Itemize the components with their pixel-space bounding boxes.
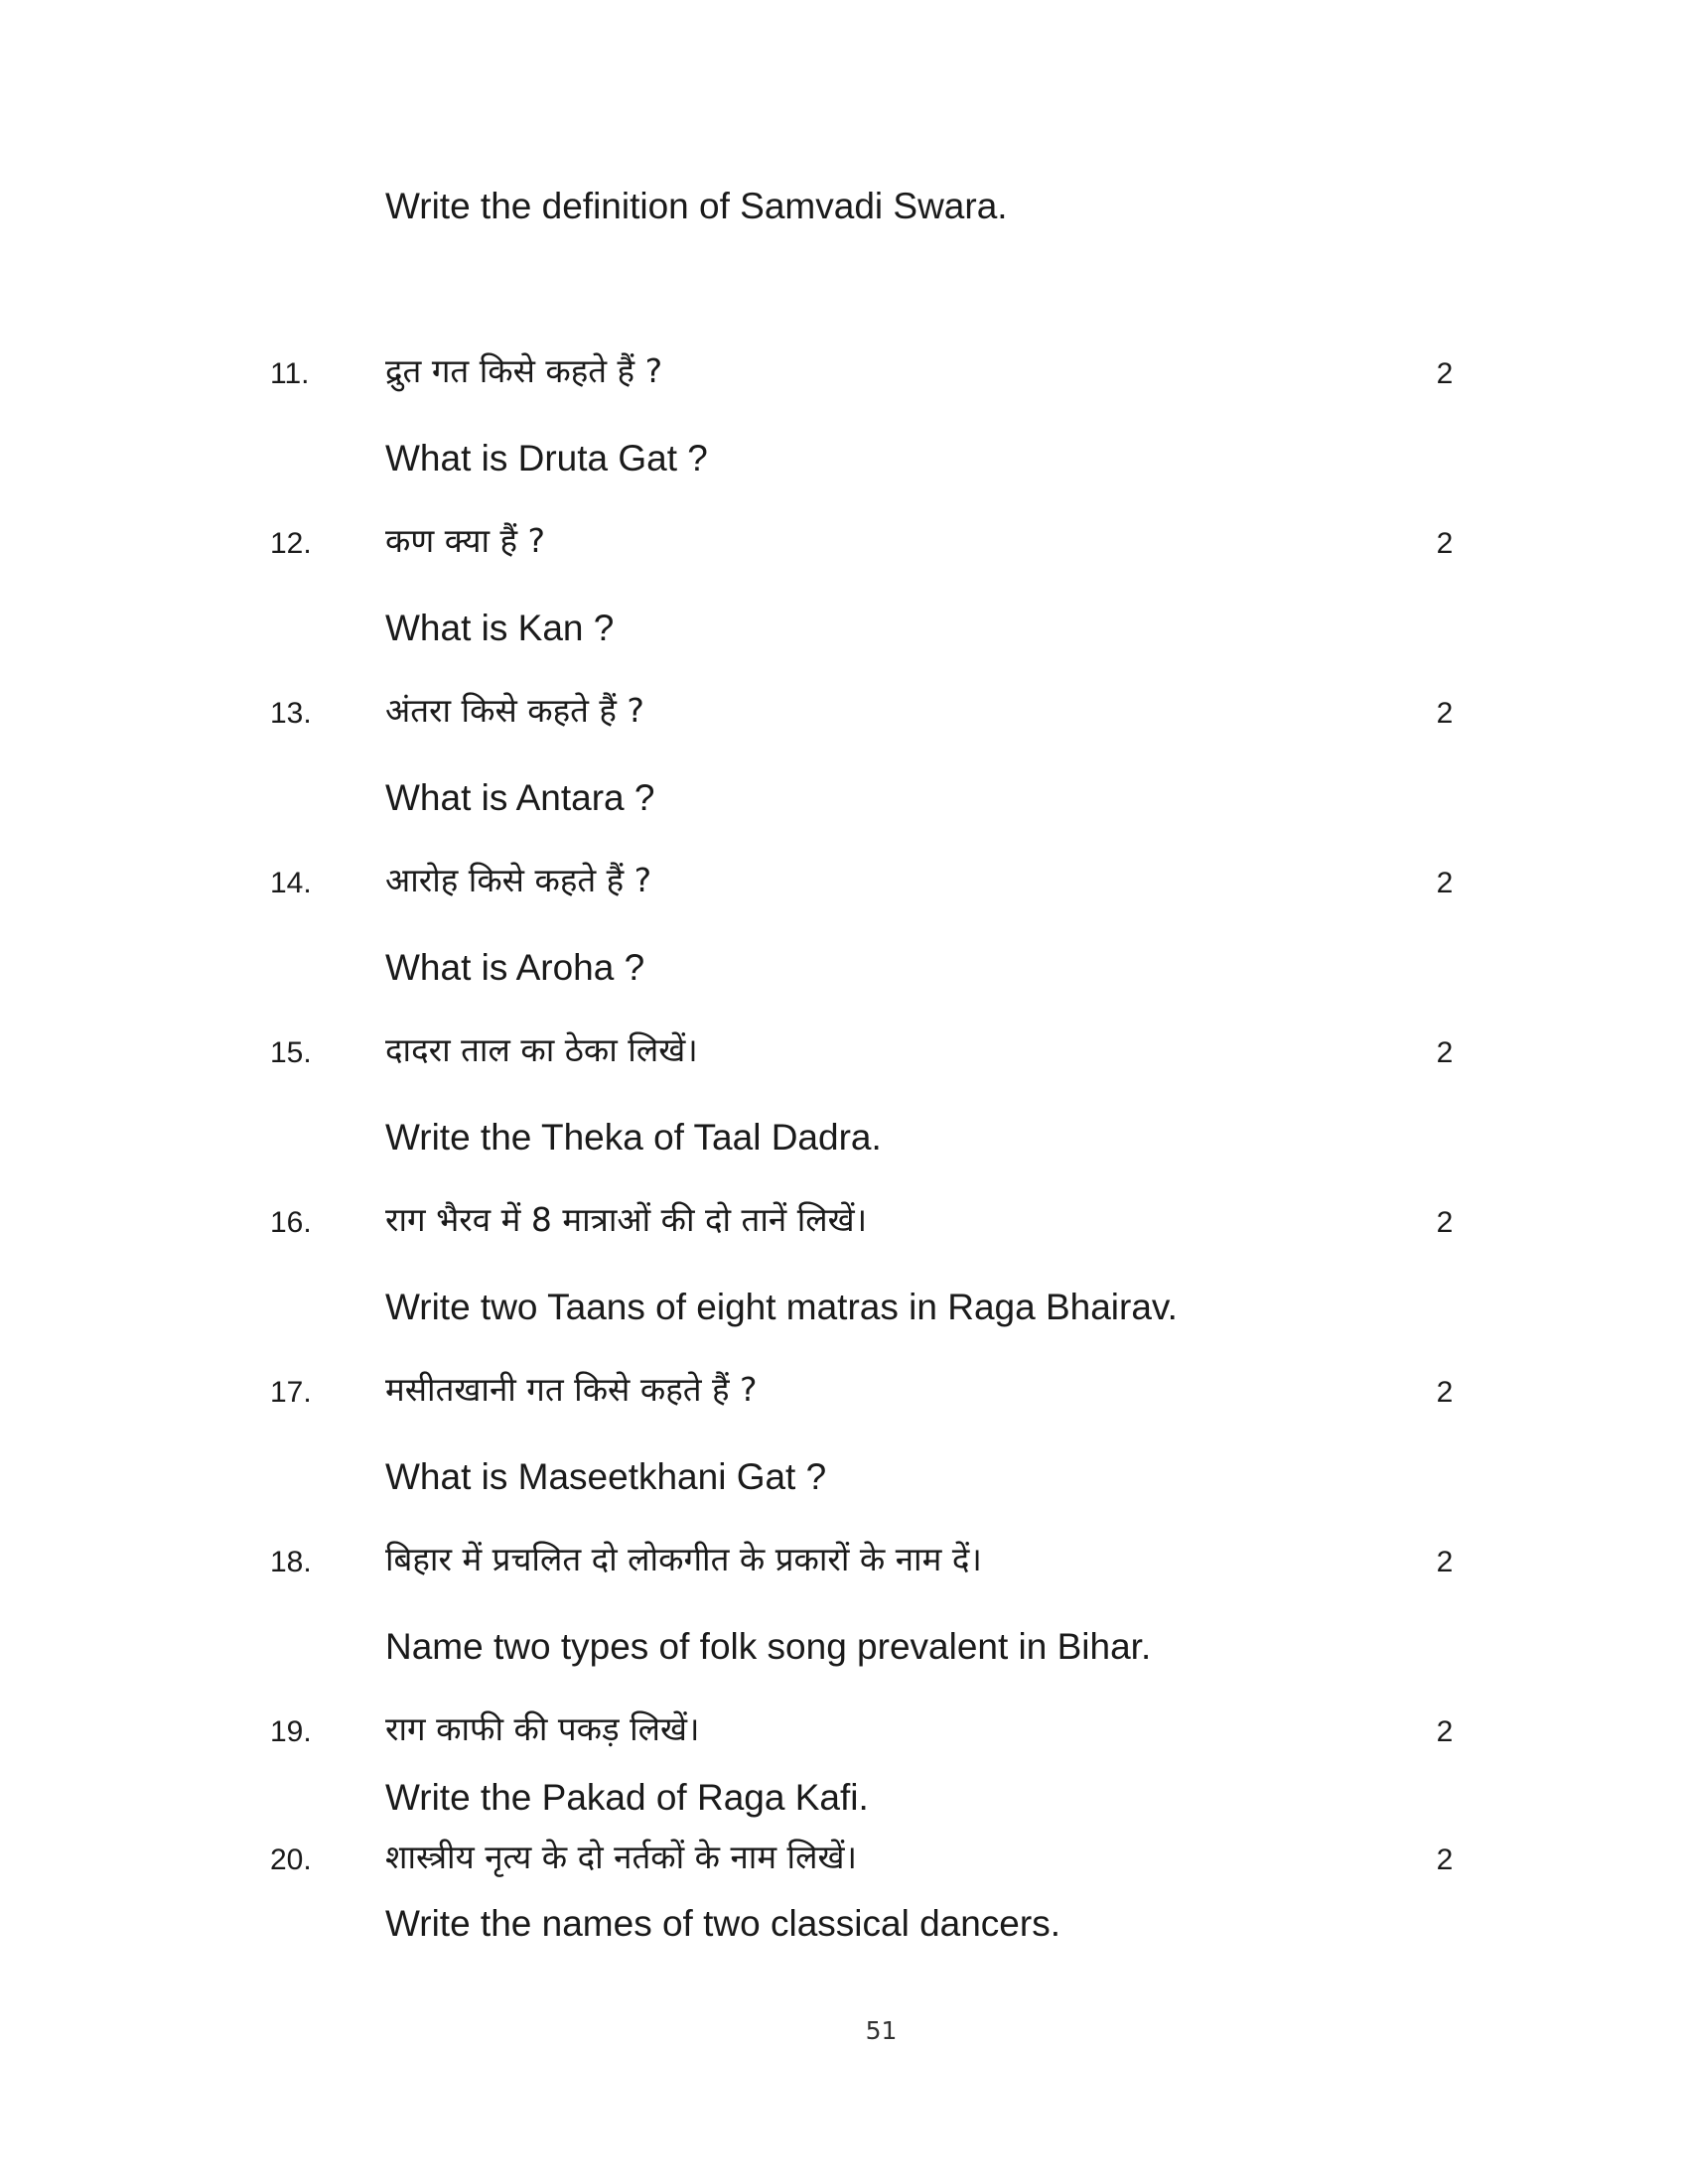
question-number: 16. bbox=[270, 1206, 312, 1239]
question-number: 20. bbox=[270, 1843, 312, 1876]
question-hindi-text: राग भैरव में 8 मात्राओं की दो तानें लिखें। bbox=[385, 1200, 868, 1239]
question-english-text: What is Druta Gat ? bbox=[385, 438, 708, 478]
question-marks: 2 bbox=[1436, 1843, 1454, 1876]
question-number: 13. bbox=[270, 697, 312, 730]
question-hindi-text: अंतरा किसे कहते हैं ? bbox=[385, 691, 644, 730]
page-number: 51 bbox=[865, 2016, 898, 2045]
question-english-text: Write the names of two classical dancers. bbox=[385, 1903, 1060, 1944]
question-english-text: What is Aroha ? bbox=[385, 947, 645, 988]
question-marks: 2 bbox=[1436, 527, 1454, 560]
question-marks: 2 bbox=[1436, 1715, 1454, 1748]
question-hindi-text: द्रुत गत किसे कहते हैं ? bbox=[385, 351, 663, 390]
question-number: 11. bbox=[270, 357, 310, 390]
question-hindi-text: कण क्या हैं ? bbox=[385, 521, 546, 560]
question-hindi-text: शास्त्रीय नृत्य के दो नर्तकों के नाम लिखें। bbox=[385, 1838, 857, 1876]
question-hindi-text: राग काफी की पकड़ लिखें। bbox=[385, 1709, 700, 1748]
question-hindi-text: आरोह किसे कहते हैं ? bbox=[385, 861, 652, 899]
question-marks: 2 bbox=[1436, 1036, 1454, 1069]
question-number: 17. bbox=[270, 1376, 312, 1409]
question-english-text: Write two Taans of eight matras in Raga Bhairav. bbox=[385, 1287, 1178, 1327]
question-marks: 2 bbox=[1436, 1546, 1454, 1578]
question-marks: 2 bbox=[1436, 697, 1454, 730]
question-number: 15. bbox=[270, 1036, 312, 1069]
question-marks: 2 bbox=[1436, 357, 1454, 390]
question-english-text: Write the Pakad of Raga Kafi. bbox=[385, 1777, 869, 1818]
question-english-text: Write the Theka of Taal Dadra. bbox=[385, 1117, 882, 1158]
question-english-text: What is Kan ? bbox=[385, 608, 615, 648]
question-marks: 2 bbox=[1436, 1376, 1454, 1409]
question-marks: 2 bbox=[1436, 867, 1454, 899]
question-number: 19. bbox=[270, 1715, 312, 1748]
question-hindi-text: मसीतखानी गत किसे कहते हैं ? bbox=[385, 1370, 758, 1409]
question-english-text: What is Maseetkhani Gat ? bbox=[385, 1456, 827, 1497]
question-english-text: What is Antara ? bbox=[385, 777, 655, 818]
question-number: 14. bbox=[270, 867, 312, 899]
question-number: 18. bbox=[270, 1546, 312, 1578]
question-english-text: Name two types of folk song prevalent in Bihar. bbox=[385, 1626, 1152, 1667]
question-hindi-text: दादरा ताल का ठेका लिखें। bbox=[385, 1030, 698, 1069]
question-hindi-text: बिहार में प्रचलित दो लोकगीत के प्रकारों के नाम दें। bbox=[385, 1540, 982, 1578]
question-marks: 2 bbox=[1436, 1206, 1454, 1239]
carryover-english-text: Write the definition of Samvadi Swara. bbox=[385, 186, 1008, 226]
question-number: 12. bbox=[270, 527, 312, 560]
